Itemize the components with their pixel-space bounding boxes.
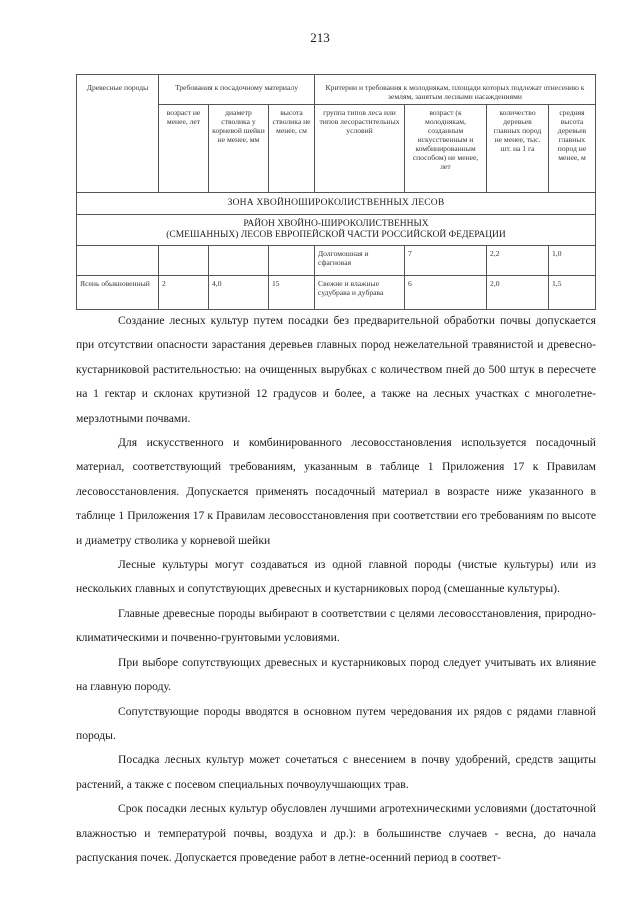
cell-stem-diameter: 4,0 xyxy=(209,276,269,310)
cell-forest-type: Свежие и влажные судубрава и дубрава xyxy=(315,276,405,310)
table-header-row-1 xyxy=(77,75,596,105)
table-row xyxy=(77,276,596,310)
page-number: 213 xyxy=(310,30,330,45)
paragraph: Срок посадки лесных культур обусловлен лучшими агротехническими условиями (достаточной влажностью и температурой почвы, воздуха и др.): в большинстве случаев - весна, до начала распускания почек. Допускается проведение работ в летне-осенний период в соответ- xyxy=(76,802,596,864)
region-heading-line-2: (СМЕШАННЫХ) ЛЕСОВ ЕВРОПЕЙСКОЙ ЧАСТИ РОССИЙСКОЙ ФЕДЕРАЦИИ xyxy=(166,230,506,240)
header-avg-height: средняя высота деревьев главных пород не менее, м xyxy=(549,105,596,193)
cell-age xyxy=(159,246,209,276)
cell-height: 15 xyxy=(269,276,315,310)
cell-count: 2,2 xyxy=(487,246,549,276)
cell-young-age: 6 xyxy=(405,276,487,310)
body-text xyxy=(76,309,596,870)
header-criteria: Критерии и требования к молоднякам, площади которых подлежат отнесению к землям, занятым лесными насаждениями xyxy=(315,75,596,105)
header-species: Древесные породы xyxy=(77,75,159,193)
header-forest-type: группа типов леса или типов лесорастительных условий xyxy=(315,105,405,193)
header-young-age: возраст (к молоднякам, созданным искусственным и комбинированным способом) не менее, лет xyxy=(405,105,487,193)
cell-age: 2 xyxy=(159,276,209,310)
paragraph: Сопутствующие породы вводятся в основном путем чередования их рядов с рядами главной породы. xyxy=(76,704,596,742)
region-heading-line-1: РАЙОН ХВОЙНО-ШИРОКОЛИСТВЕННЫХ xyxy=(243,219,429,229)
cell-stem-diameter xyxy=(209,246,269,276)
paragraph: При выборе сопутствующих древесных и кустарниковых пород следует учитывать их влияние на главную породу. xyxy=(76,655,596,694)
paragraph: Лесные культуры могут создаваться из одной главной породы (чистые культуры) или из нескольких главных и сопутствующих древесных и кустарниковых пород (смешанные культуры). xyxy=(76,558,596,596)
region-row xyxy=(77,215,596,246)
cell-height xyxy=(269,246,315,276)
cell-forest-type: Долгомошная и сфагновая xyxy=(315,246,405,276)
criteria-table xyxy=(76,74,596,310)
table-row xyxy=(77,246,596,276)
zone-heading: ЗОНА ХВОЙНОШИРОКОЛИСТВЕННЫХ ЛЕСОВ xyxy=(77,193,596,215)
paragraph: Для искусственного и комбинированного лесовосстановления используется посадочный материал, соответствующий требованиям, указанным в таблице 1 Приложения 17 к Правилам лесовосстановления. Допускается применять посадочный материал в возрасте ниже указанного в таблице 1 Приложения 17 к Правилам лесовосстановления при соответствии его требованиям по высоте и диаметру стволика у корневой шейки xyxy=(76,436,596,547)
cell-avg-height: 1,5 xyxy=(549,276,596,310)
header-height: высота стволика не менее, см xyxy=(269,105,315,193)
cell-avg-height: 1,0 xyxy=(549,246,596,276)
header-planting-material: Требования к посадочному материалу xyxy=(159,75,315,105)
cell-young-age: 7 xyxy=(405,246,487,276)
header-stem-diameter: диаметр стволика у корневой шейки не менее, мм xyxy=(209,105,269,193)
header-count: количество деревьев главных пород не менее, тыс. шт. на 1 га xyxy=(487,105,549,193)
cell-species xyxy=(77,246,159,276)
paragraph: Посадка лесных культур может сочетаться с внесением в почву удобрений, средств защиты растений, а также с посевом специальных почвоулучшающих трав. xyxy=(76,753,596,791)
cell-species: Ясень обыкновенный xyxy=(77,276,159,310)
paragraph: Создание лесных культур путем посадки без предварительной обработки почвы допускается при отсутствии опасности зарастания деревьев главных пород нежелательной травянистой и древесно-кустарниковой растительностью: на очищенных вырубках с количеством пней до 500 штук в пересчете на 1 гектар и склонах крутизной 12 градусов и более, а также на лесных участках с многолетне-мерзлотными почвами. xyxy=(76,314,596,425)
cell-count: 2,0 xyxy=(487,276,549,310)
header-age: возраст не менее, лет xyxy=(159,105,209,193)
zone-row xyxy=(77,193,596,215)
region-heading xyxy=(77,215,596,246)
paragraph: Главные древесные породы выбирают в соответствии с целями лесовосстановления, природно-климатическими и почвенно-грунтовыми условиями. xyxy=(76,606,596,645)
